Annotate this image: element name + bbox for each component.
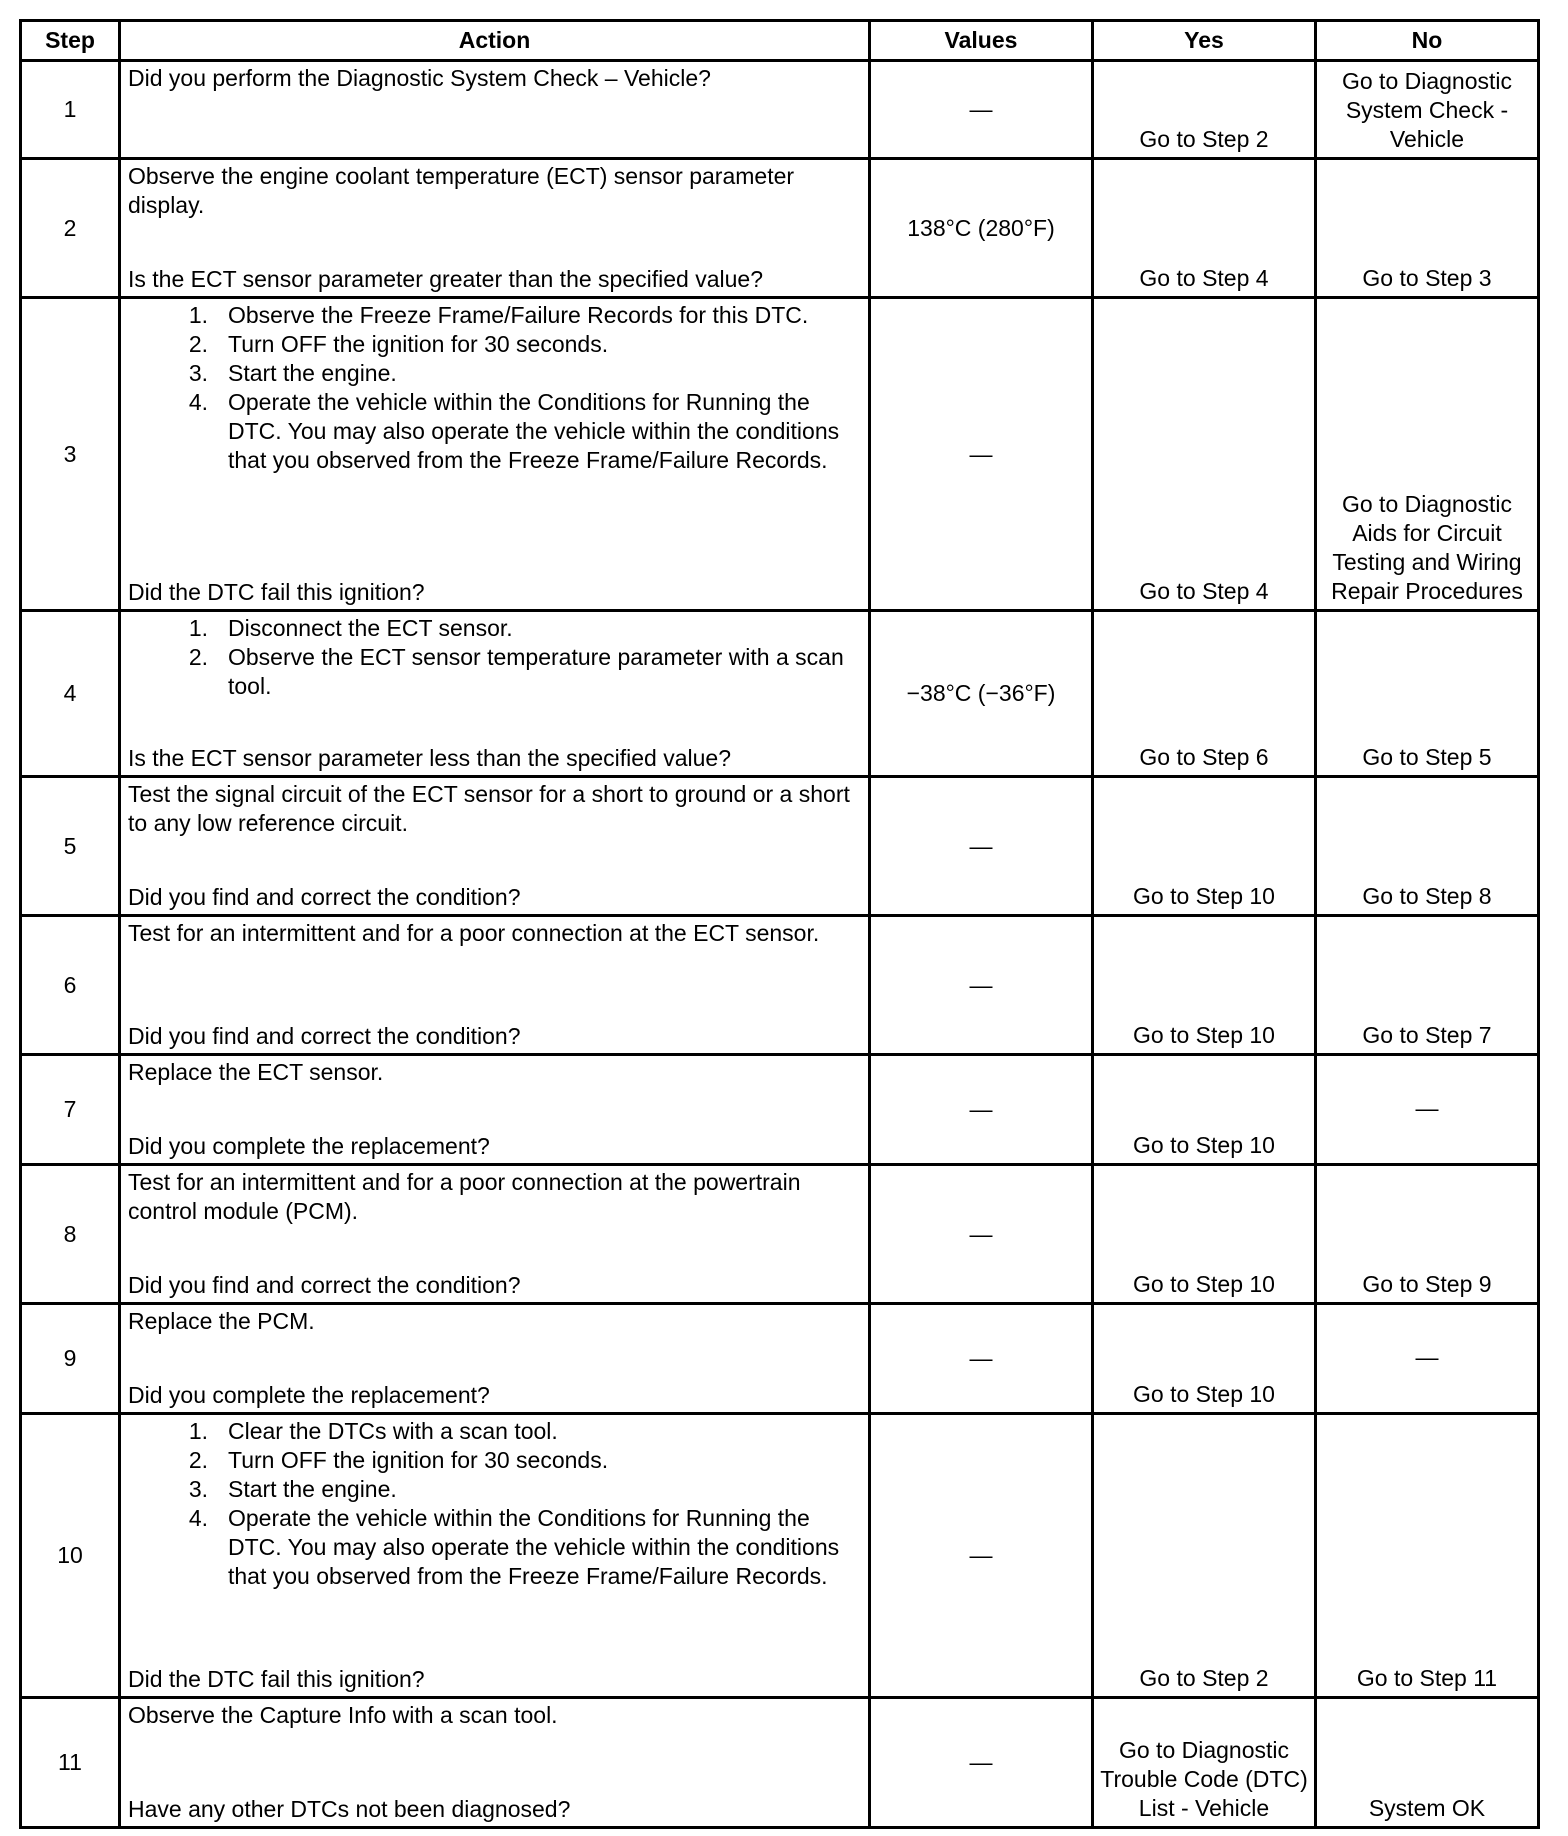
table-row (21, 1698, 1539, 1828)
list-item-text: Clear the DTCs with a scan tool. (228, 1418, 558, 1444)
step-number: 8 (21, 1165, 120, 1304)
action-text: Test the signal circuit of the ECT sensor for a short to ground or a short to any low reference circuit. (128, 781, 850, 836)
no-result: — (1415, 1343, 1439, 1370)
action-instructions (128, 1415, 860, 1591)
list-item-number: 4. (188, 1505, 208, 1531)
no-cell (1316, 1414, 1539, 1698)
no-cell (1316, 298, 1539, 611)
action-text: Replace the ECT sensor. (128, 1059, 384, 1085)
no-cell (1316, 916, 1539, 1055)
action-cell (120, 777, 870, 916)
list-item-text: Start the engine. (228, 360, 397, 386)
step-number: 9 (21, 1304, 120, 1414)
action-text: Observe the engine coolant temperature (ECT) sensor parameter display. (128, 163, 795, 218)
yes-result: Go to Step 6 (1139, 744, 1269, 770)
yes-result: Go to Step 4 (1139, 578, 1269, 604)
step-number: 5 (21, 777, 120, 916)
step-number: 4 (21, 611, 120, 777)
list-item-number: 2. (188, 644, 208, 670)
yes-result: Go to Step 10 (1133, 1381, 1275, 1407)
value-cell: 138°C (280°F) (870, 159, 1093, 298)
action-question (128, 155, 860, 157)
no-result: Go to Step 5 (1362, 744, 1492, 770)
table-row (21, 1414, 1539, 1698)
yes-cell (1093, 159, 1316, 298)
table-body (21, 61, 1539, 1828)
step-number: 11 (21, 1698, 120, 1828)
no-result: Go to Step 8 (1362, 883, 1492, 909)
action-text: Test for an intermittent and for a poor connection at the powertrain control module (PCM). (128, 1169, 801, 1224)
list-item (128, 614, 860, 643)
action-cell (120, 298, 870, 611)
value-cell: — (870, 916, 1093, 1055)
no-cell (1316, 611, 1539, 777)
list-item-number: 3. (188, 1476, 208, 1502)
action-text: Did you perform the Diagnostic System Check – Vehicle? (128, 65, 711, 91)
action-instructions (128, 1166, 860, 1226)
diagnostic-table-wrapper (19, 19, 1540, 1829)
no-cell (1316, 1165, 1539, 1304)
yes-cell (1093, 916, 1316, 1055)
header-row (21, 21, 1539, 61)
list-item-number: 4. (188, 389, 208, 415)
list-item (128, 1417, 860, 1446)
list-item (128, 1475, 860, 1504)
action-cell (120, 1165, 870, 1304)
action-text: Observe the Capture Info with a scan tool. (128, 1702, 558, 1728)
yes-cell (1093, 777, 1316, 916)
step-number: 1 (21, 61, 120, 159)
header-no: No (1316, 21, 1539, 61)
action-instructions (128, 1305, 860, 1336)
action-cell (120, 611, 870, 777)
action-question: Did you complete the replacement? (128, 1133, 490, 1159)
step-number: 2 (21, 159, 120, 298)
list-item (128, 301, 860, 330)
yes-result: Go to Step 2 (1139, 126, 1269, 152)
no-result: Go to Step 7 (1362, 1022, 1492, 1048)
yes-cell (1093, 1165, 1316, 1304)
action-cell (120, 61, 870, 159)
table-row (21, 916, 1539, 1055)
yes-cell (1093, 1055, 1316, 1165)
action-instructions (128, 160, 860, 220)
action-question: Did you complete the replacement? (128, 1382, 490, 1408)
no-cell (1316, 1698, 1539, 1828)
no-result: System OK (1368, 1795, 1486, 1821)
action-question: Is the ECT sensor parameter less than the specified value? (128, 745, 732, 771)
action-question: Did the DTC fail this ignition? (128, 1666, 425, 1692)
action-instructions (128, 62, 860, 93)
diagnostic-table (19, 19, 1540, 1829)
action-question: Did you find and correct the condition? (128, 1023, 521, 1049)
no-result: Go to Diagnostic Aids for Circuit Testing and Wiring Repair Procedures (1331, 491, 1523, 604)
list-item-number: 2. (188, 1447, 208, 1473)
no-cell (1316, 1304, 1539, 1414)
no-result: Go to Step 11 (1356, 1665, 1498, 1691)
table-row (21, 1055, 1539, 1165)
step-number: 7 (21, 1055, 120, 1165)
value-cell: — (870, 298, 1093, 611)
list-item (128, 388, 860, 475)
list-item (128, 330, 860, 359)
yes-result: Go to Step 2 (1139, 1665, 1269, 1691)
header-yes: Yes (1093, 21, 1316, 61)
action-text: Test for an intermittent and for a poor connection at the ECT sensor. (128, 920, 820, 946)
list-item-text: Turn OFF the ignition for 30 seconds. (228, 331, 609, 357)
yes-result: Go to Diagnostic Trouble Code (DTC) List - Vehicle (1100, 1737, 1308, 1821)
yes-result: Go to Step 10 (1133, 1132, 1275, 1158)
no-cell (1316, 777, 1539, 916)
action-cell (120, 916, 870, 1055)
action-cell (120, 1414, 870, 1698)
value-cell: — (870, 1304, 1093, 1414)
no-result: — (1415, 1094, 1439, 1121)
table-row (21, 159, 1539, 298)
action-question: Did you find and correct the condition? (128, 884, 521, 910)
no-cell (1316, 159, 1539, 298)
table-row (21, 61, 1539, 159)
header-step: Step (21, 21, 120, 61)
action-question: Have any other DTCs not been diagnosed? (128, 1796, 571, 1822)
action-cell (120, 159, 870, 298)
no-result: Go to Step 9 (1362, 1271, 1492, 1297)
table-row (21, 1304, 1539, 1414)
action-instructions (128, 1699, 860, 1730)
list-item (128, 1504, 860, 1591)
value-cell: — (870, 61, 1093, 159)
value-cell: — (870, 1698, 1093, 1828)
list-item-text: Observe the ECT sensor temperature parameter with a scan tool. (228, 644, 844, 699)
action-question: Is the ECT sensor parameter greater than the specified value? (128, 266, 763, 292)
yes-cell (1093, 1698, 1316, 1828)
action-instructions (128, 612, 860, 701)
list-item-number: 2. (188, 331, 208, 357)
value-cell: — (870, 1055, 1093, 1165)
yes-cell (1093, 61, 1316, 159)
yes-result: Go to Step 10 (1133, 1271, 1275, 1297)
list-item-number: 1. (188, 1418, 208, 1444)
table-row (21, 1165, 1539, 1304)
list-item (128, 643, 860, 701)
list-item-text: Start the engine. (228, 1476, 397, 1502)
list-item-text: Observe the Freeze Frame/Failure Records for this DTC. (228, 302, 809, 328)
no-cell (1316, 1055, 1539, 1165)
no-result: Go to Step 3 (1362, 265, 1492, 291)
step-number: 10 (21, 1414, 120, 1698)
yes-cell (1093, 1414, 1316, 1698)
header-values: Values (870, 21, 1093, 61)
action-text: Replace the PCM. (128, 1308, 315, 1334)
action-instructions (128, 917, 860, 948)
no-cell (1316, 61, 1539, 159)
list-item (128, 359, 860, 388)
no-result: Go to Diagnostic System Check - Vehicle (1341, 68, 1513, 152)
list-item-text: Operate the vehicle within the Conditions for Running the DTC. You may also operate the vehicle within the conditions that you observed from the Freeze Frame/Failure Records. (228, 389, 840, 473)
action-cell (120, 1698, 870, 1828)
value-cell: — (870, 1165, 1093, 1304)
action-instructions (128, 299, 860, 475)
table-row (21, 298, 1539, 611)
yes-cell (1093, 1304, 1316, 1414)
list-item (128, 1446, 860, 1475)
action-cell (120, 1304, 870, 1414)
list-item-number: 1. (188, 615, 208, 641)
list-item-number: 1. (188, 302, 208, 328)
table-row (21, 777, 1539, 916)
list-item-text: Disconnect the ECT sensor. (228, 615, 513, 641)
numbered-list (128, 614, 860, 701)
numbered-list (128, 301, 860, 475)
list-item-text: Turn OFF the ignition for 30 seconds. (228, 1447, 609, 1473)
list-item-number: 3. (188, 360, 208, 386)
action-question: Did the DTC fail this ignition? (128, 579, 425, 605)
step-number: 6 (21, 916, 120, 1055)
yes-cell (1093, 298, 1316, 611)
value-cell: — (870, 1414, 1093, 1698)
yes-cell (1093, 611, 1316, 777)
step-number: 3 (21, 298, 120, 611)
value-cell: −38°C (−36°F) (870, 611, 1093, 777)
yes-result: Go to Step 4 (1139, 265, 1269, 291)
yes-result: Go to Step 10 (1133, 883, 1275, 909)
header-action: Action (120, 21, 870, 61)
list-item-text: Operate the vehicle within the Conditions for Running the DTC. You may also operate the vehicle within the conditions that you observed from the Freeze Frame/Failure Records. (228, 1505, 840, 1589)
action-instructions (128, 1056, 860, 1087)
numbered-list (128, 1417, 860, 1591)
yes-result: Go to Step 10 (1133, 1022, 1275, 1048)
action-cell (120, 1055, 870, 1165)
action-question: Did you find and correct the condition? (128, 1272, 521, 1298)
value-cell: — (870, 777, 1093, 916)
table-row (21, 611, 1539, 777)
action-instructions (128, 778, 860, 838)
